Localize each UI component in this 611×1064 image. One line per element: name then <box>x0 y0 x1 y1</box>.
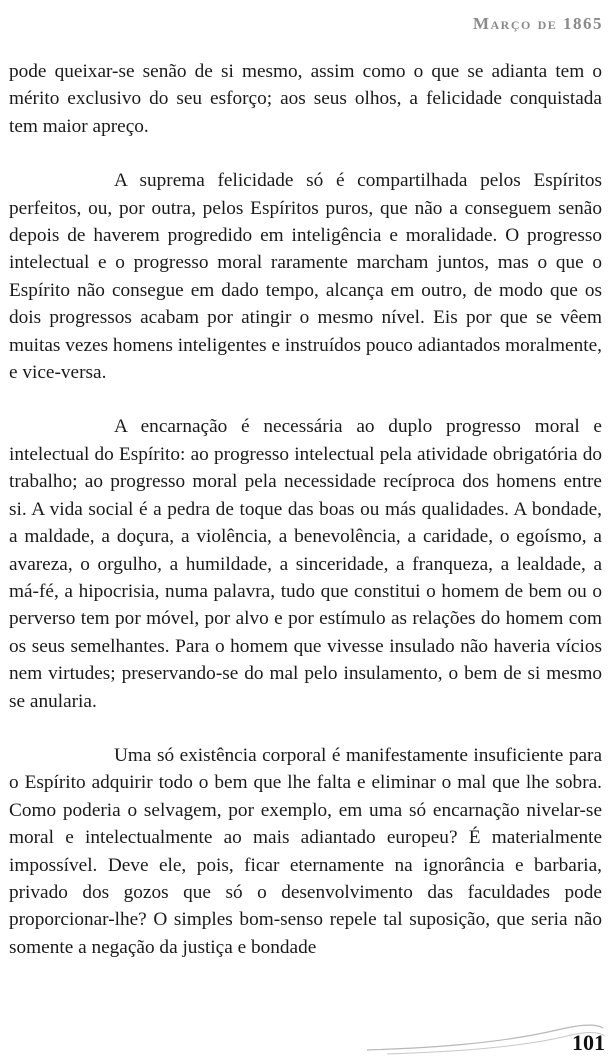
running-header: Março de 1865 <box>472 14 603 33</box>
paragraph-suprema-felicidade: A suprema felicidade só é compartilhada pelos Espíritos perfeitos, ou, por outra, pelos Espíritos puros, que não a conseguem senão depois de haverem progredido em inteligência e moralidade. O progresso intelectual e o progresso moral raramente marcham juntos, mas o que o Espírito não consegue em dado tempo, alcança em outro, de modo que os dois progressos acabam por atingir o mesmo nível. Eis por que se vêem muitas vezes homens inteligentes e instruídos pouco adiantados moralmente, e vice-versa. <box>9 170 602 384</box>
page-ornament-swash <box>357 1018 607 1058</box>
paragraph-encarnacao: A encarnação é necessária ao duplo progresso moral e intelectual do Espírito: ao progresso intelectual pela atividade obrigatória do trabalho; ao progresso moral pela necessidade recíproca dos homens entre si. A vida social é a pedra de toque das boas ou más qualidades. A bondade, a maldade, a doçura, a violência, a benevolência, a caridade, o egoísmo, a avareza, o orgulho, a humildade, a sinceridade, a franqueza, a lealdade, a má-fé, a hipocrisia, numa palavra, tudo que constitui o homem de bem ou o perverso tem por móvel, por alvo e por estímulo as relações do homem com os seus semelhantes. Para o homem que vivesse insulado não haveria vícios nem virtudes; preservando-se do mal pelo insulamento, o bem de si mesmo se anularia. <box>9 416 602 712</box>
paragraph-existencia-corporal: Uma só existência corporal é manifestamente insuficiente para o Espírito adquirir todo o bem que lhe falta e eliminar o mal que lhe sobra. Como poderia o selvagem, por exemplo, em uma só encarnação nivelar-se moral e intelectualmente ao mais adiantado europeu? É materialmente impossível. Deve ele, pois, ficar eternamente na ignorância e barbaria, privado dos gozos que só o desenvolvimento das faculdades pode proporcionar-lhe? O simples bom-senso repele tal suposição, que seria não somente a negação da justiça e bondade <box>9 744 602 958</box>
paragraph-continuation: pode queixar-se senão de si mesmo, assim como o que se adianta tem o mérito exclusivo do seu esforço; aos seus olhos, a felicidade conquistada tem maior apreço. <box>9 61 602 137</box>
page-number: 101 <box>572 1030 605 1055</box>
body-text <box>9 58 602 988</box>
